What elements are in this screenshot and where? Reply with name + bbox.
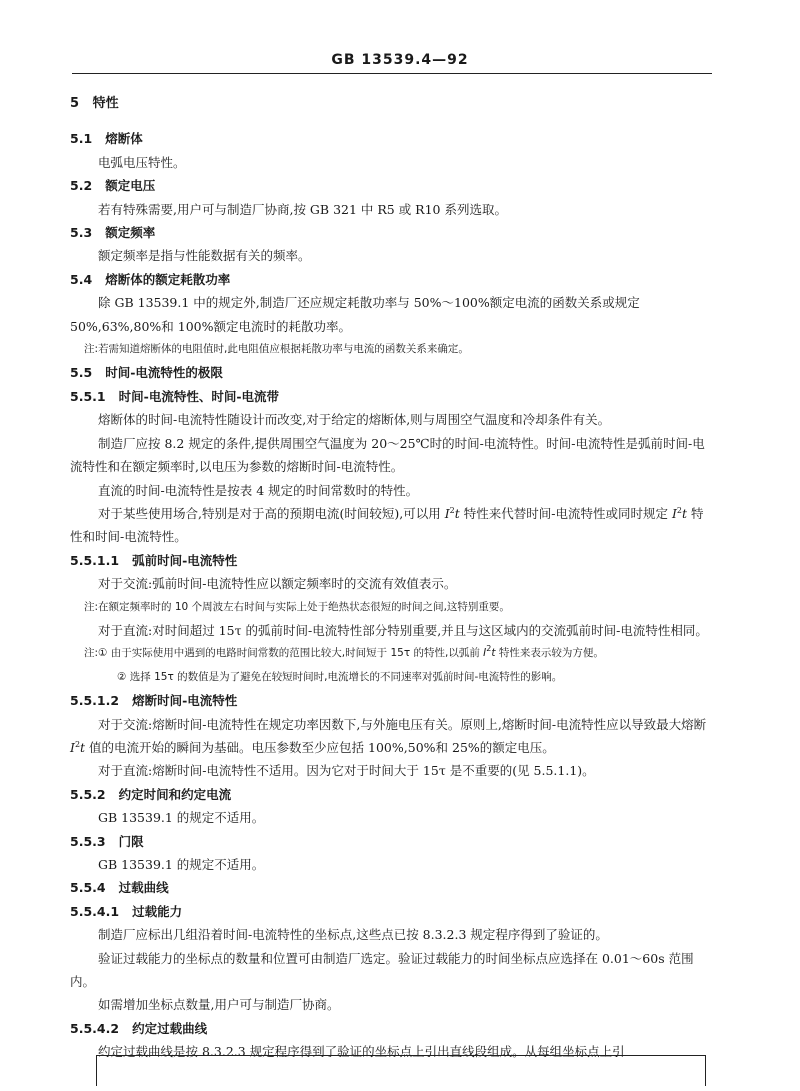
section-5-2-heading: 5.2 额定电压 — [70, 178, 156, 194]
section-5-5-4-2-heading: 5.5.4.2 约定过载曲线 — [70, 1020, 208, 1036]
section-5-5-1-1-note2: 注:① 由于实际使用中遇到的电路时间常数的范围比较大,时间短于 15τ 的特性,以弧前 $I^2t$ 特性来表示较为方便。 — [84, 644, 604, 660]
section-5-4-note: 注:若需知道熔断体的电阻值时,此电阻值应根据耗散功率与电流的函数关系来确定。 — [84, 343, 469, 356]
section-5-5-1-1-p1: 对于交流:弧前时间-电流特性应以额定频率时的交流有效值表示。 — [98, 576, 457, 592]
section-5-5-3-text: GB 13539.1 的规定不适用。 — [98, 857, 265, 872]
section-5-4-text: 除 GB 13539.1 中的规定外,制造厂还应规定耗散功率与 50%～100%额定电流的函数关系或规定 50%,63%,80%和 100%额定电流时的耗散功率。 — [70, 295, 640, 334]
bottom-frame — [96, 1055, 706, 1086]
section-5-heading: 5 特性 — [70, 96, 119, 111]
section-5-5-4-1-heading: 5.5.4.1 过载能力 — [70, 903, 183, 919]
section-5-3-text: 额定频率是指与性能数据有关的频率。 — [98, 248, 311, 264]
section-5-5-1-1-note1: 注:在额定频率时的 10 个周波左右时间与实际上处于绝热状态很短的时间之间,这特别重要。 — [84, 600, 510, 613]
section-5-5-4-1-p2: 验证过载能力的坐标点的数量和位置可由制造厂选定。验证过载能力的时间坐标点应选择在 0.01～60s 范围内。 — [70, 950, 694, 990]
section-5-5-2-text: GB 13539.1 的规定不适用。 — [98, 810, 265, 826]
section-5-5-1-1-note3: ② 选择 15τ 的数值是为了避免在较短时间时,电流增长的不同速率对弧前时间-电流特性的影响。 — [117, 670, 563, 683]
section-5-5-1-p4: 对于某些使用场合,特别是对于高的预期电流(时间较短),可以用 $I^2t$ 特性来代替时间-电流特性或同时规定 $I^2t$ 特性和时间-电流特性。 — [70, 505, 704, 545]
section-5-4-heading: 5.4 熔断体的额定耗散功率 — [70, 271, 231, 287]
section-5-5-1-1-heading: 5.5.1.1 弧前时间-电流特性 — [70, 552, 238, 568]
section-5-5-4-1-p1: 制造厂应标出几组沿着时间-电流特性的坐标点,这些点已按 8.3.2.3 规定程序得到了验证的。 — [98, 927, 608, 943]
section-5-5-3-heading: 5.5.3 门限 — [70, 833, 144, 849]
section-5-5-4-2-p1: 约定过载曲线是按 8.3.2.3 规定程序得到了验证的坐标点上引出直线段组成。从每组坐标点上引 — [98, 1044, 625, 1060]
document-body — [70, 92, 710, 1064]
section-5-5-2-heading: 5.5.2 约定时间和约定电流 — [70, 786, 232, 802]
section-5-5-1-2-p2: 对于直流:熔断时间-电流特性不适用。因为它对于时间大于 15τ 是不重要的(见 5.5.1.1)。 — [98, 763, 595, 779]
section-5-5-1-heading: 5.5.1 时间-电流特性、时间-电流带 — [70, 388, 280, 404]
section-5-3-heading: 5.3 额定频率 — [70, 225, 156, 241]
section-5-5-1-2-heading: 5.5.1.2 熔断时间-电流特性 — [70, 693, 238, 709]
section-5-2-text: 若有特殊需要,用户可与制造厂协商,按 GB 321 中 R5 或 R10 系列选取。 — [98, 201, 507, 217]
section-5-5-1-p2: 制造厂应按 8.2 规定的条件,提供周围空气温度为 20～25℃时的时间-电流特性。时间-电流特性是弧前时间-电流特性和在额定频率时,以电压为参数的熔断时间-电流特性。 — [70, 435, 705, 475]
header-rule — [72, 73, 712, 74]
section-5-5-heading: 5.5 时间-电流特性的极限 — [70, 365, 223, 381]
section-5-1-heading: 5.1 熔断体 — [70, 131, 143, 147]
section-5-5-4-1-p3: 如需增加坐标点数量,用户可与制造厂协商。 — [98, 997, 340, 1013]
section-5-5-4-heading: 5.5.4 过载曲线 — [70, 880, 169, 896]
section-5-1-text: 电弧电压特性。 — [98, 154, 186, 170]
section-5-5-1-2-p1: 对于交流:熔断时间-电流特性在规定功率因数下,与外施电压有关。原则上,熔断时间-电流特性应以导致最大熔断 $I^2t$ 值的电流开始的瞬间为基础。电压参数至少应包括 100%,50%和 25%的额定电压。 — [70, 716, 707, 755]
section-5-5-1-1-p2: 对于直流:对时间超过 15τ 的弧前时间-电流特性部分特别重要,并且与这区域内的交流弧前时间-电流特性相同。 — [98, 622, 708, 638]
section-5-5-1-p3: 直流的时间-电流特性是按表 4 规定的时间常数时的特性。 — [98, 482, 419, 498]
section-5-5-1-p1: 熔断体的时间-电流特性随设计而改变,对于给定的熔断体,则与周围空气温度和冷却条件有关。 — [98, 412, 611, 428]
page-header: GB 13539.4—92 — [331, 52, 469, 68]
